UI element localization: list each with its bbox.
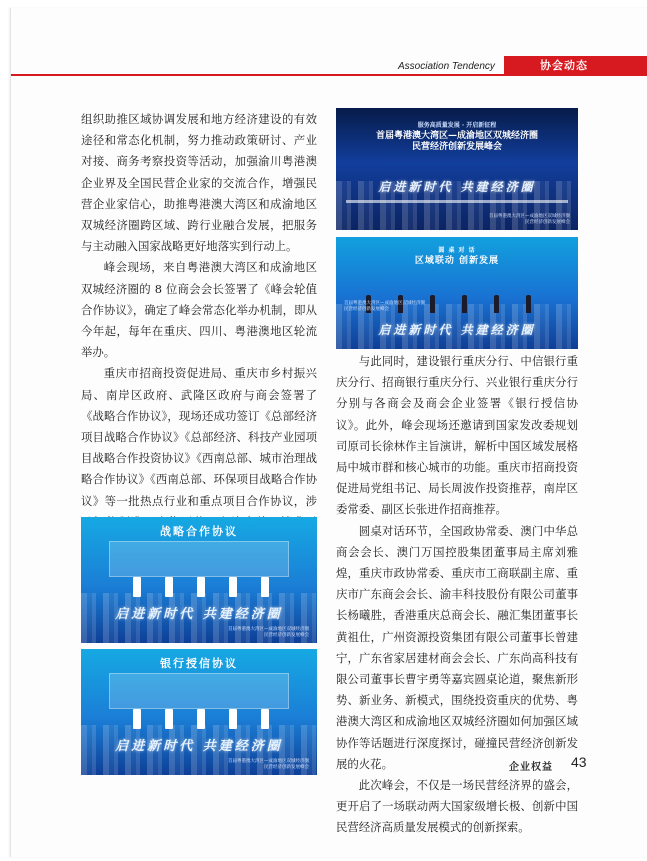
photo3-caption-line1: 首届粤港澳大湾区—成渝地区双城经济圈 [228, 627, 309, 632]
photo3-caption [228, 627, 309, 639]
photo1-caption-line2: 民营经济创新发展峰会 [525, 220, 570, 225]
signing-podium [229, 577, 237, 597]
signing-board [109, 541, 289, 577]
left-paragraph-3: 重庆市招商投资促进局、重庆市乡村振兴局、南岸区政府、武隆区政府与商会签署了《战略合作协议》，现场还成功签订《总部经济项目战略合作协议》《总部经济、科技产业园项目战略合作投资协议》《西南总部、城市治理战略合作协议》《西南总部、环保项目战略合作协议》等一批热点行业和重点项目合作协议，涉 [81, 366, 317, 508]
photo1-caption [489, 214, 570, 226]
photo1-title-line1: 首届粤港澳大湾区—成渝地区双城经济圈 [375, 131, 538, 141]
header-section-label: 协会动态 [540, 59, 588, 72]
photo3-slogan: 启进新时代 共建经济圈 [115, 607, 283, 622]
photo3-title: 战略合作协议 [160, 525, 238, 538]
header-section-tag [504, 56, 647, 74]
header-tendency: Association Tendency [398, 61, 495, 72]
signing-podium [197, 709, 205, 729]
summit-stage-photo [336, 108, 578, 230]
panelist [526, 295, 531, 313]
right-paragraph-1: 与此同时，建设银行重庆分行、中信银行重庆分行、招商银行重庆分行、兴业银行重庆分行分别与各商会及商会企业签署《银行授信协议》。此外，峰会现场还邀请到国家发改委规划司原司长徐林作主旨演讲，解析中国区域发展格局中城市群和核心城市的功能。重庆市招商投资促进局党组书记、局长周波作投资推荐，南岸区委常委、副区长张进作招商推荐。 [336, 354, 578, 517]
panelist [494, 295, 499, 313]
panelist [462, 295, 467, 313]
left-paragraph-2: 峰会现场，来自粤港澳大湾区和成渝地区双城经济圈的 8 位商会会长签署了《峰会轮值合作协议》，确定了峰会常态化举办机制，即从今年起，每年在重庆、四川、粤港澳地区轮流举办。 [81, 260, 317, 360]
signing-podium [261, 709, 269, 729]
photo4-slogan: 启进新时代 共建经济圈 [115, 739, 283, 754]
photo2-caption [344, 301, 425, 313]
photo2-caption-line2: 民营经济创新发展峰会 [344, 307, 389, 312]
signing-podium [165, 577, 173, 597]
magazine-page [10, 8, 647, 857]
roundtable-photo [336, 237, 578, 349]
left-text-column [81, 109, 317, 575]
signing-podium [229, 709, 237, 729]
photo1-top-line: 服务高质量发展 · 开启新征程 [417, 122, 497, 129]
signing-podium [261, 577, 269, 597]
photo2-title: 区域联动 创新发展 [414, 256, 500, 266]
strategic-agreement-photo [81, 517, 317, 643]
signing-podium [165, 709, 173, 729]
photo4-caption-line1: 首届粤港澳大湾区—成渝地区双城经济圈 [228, 759, 309, 764]
photo2-caption-line1: 首届粤港澳大湾区—成渝地区双城经济圈 [344, 301, 425, 306]
right-paragraph-2: 圆桌对话环节，全国政协常委、澳门中华总商会会长、澳门万国控股集团董事局主席刘雅煌，重庆市政协常委、重庆市工商联副主席、重庆市广东商会会长、渝丰科技股份有限公司董事长杨曦胜，香港重庆总商会长、融汇集团董事长黄祖仕，广州资源投资集团有限公司董事长曾建宁，广东省家居建材商会会长、广东尚高科技有限公司董事长曹宇勇等嘉宾圆桌论道，聚焦新形势、新业务、新模式，围绕投资重庆的优势、粤港澳大湾区和成渝地区双城经济圈如何加强区域协作等话题进行深度探讨，碰撞民营经济创新发展的火花。 [336, 523, 578, 771]
left-paragraph-1: 组织助推区域协调发展和地方经济建设的有效途径和常态化机制，努力推动政策研讨、产业对接、商务考察投资等活动，加强渝川粤港澳企业界及全国民营企业家的交流合作，增强民营企业家信心，助推粤港澳大湾区和成渝地区双城经济圈跨区域、跨行业融合发展，把服务与主动融入国家战略更好地落实到行动上。 [81, 112, 317, 254]
photo1-title-line2: 民营经济创新发展峰会 [411, 142, 502, 152]
signing-podium [197, 577, 205, 597]
magazine-name: 企业权益 [509, 762, 553, 773]
page-number: 43 [571, 754, 587, 770]
photo4-caption [228, 759, 309, 771]
signing-podium [133, 577, 141, 597]
right-paragraph-3: 此次峰会，不仅是一场民营经济界的盛会，更开启了一场联动两大国家级增长极、创新中国民营经济高质量发展模式的创新探索。 [336, 778, 578, 835]
photo4-title: 银行授信协议 [160, 657, 238, 670]
header-rule [11, 74, 647, 76]
bank-credit-agreement-photo [81, 649, 317, 775]
photo3-caption-line2: 民营经济创新发展峰会 [264, 633, 309, 638]
photo2-top-line: 圆 桌 对 话 [438, 247, 476, 254]
photo1-slogan: 启进新时代 共建经济圈 [378, 180, 536, 194]
photo2-slogan: 启进新时代 共建经济圈 [378, 323, 536, 337]
signing-podium [133, 709, 141, 729]
signing-board [109, 673, 289, 709]
photo4-caption-line2: 民营经济创新发展峰会 [264, 765, 309, 770]
photo1-caption-line1: 首届粤港澳大湾区—成渝地区双城经济圈 [489, 214, 570, 219]
panelist [430, 295, 435, 313]
stage-edge [346, 200, 568, 203]
